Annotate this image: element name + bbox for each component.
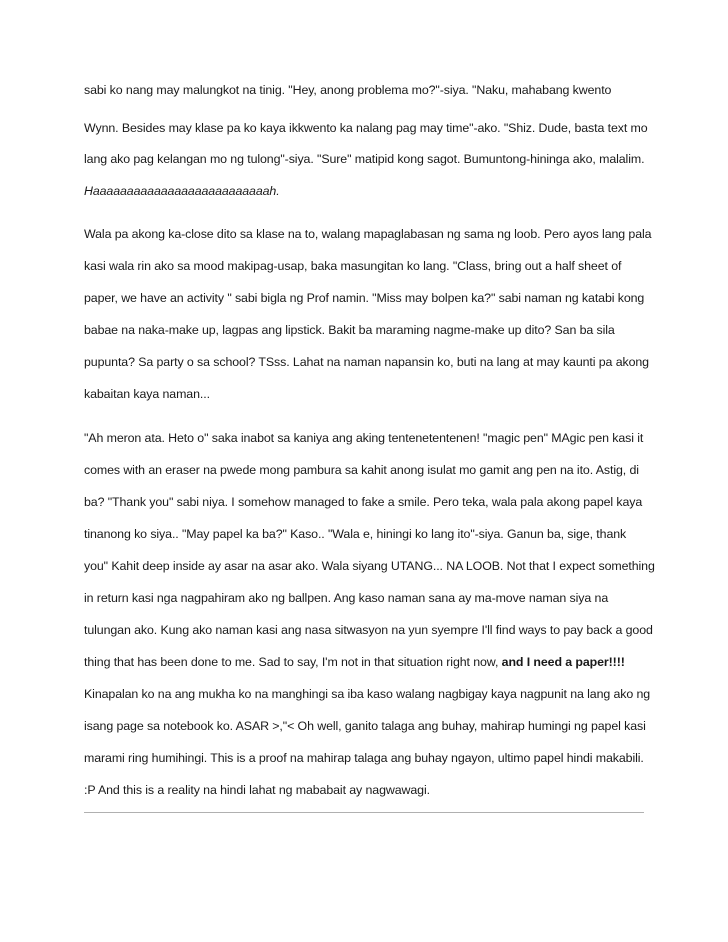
text-segment: thing that has been done to me. Sad to say, I'm not in that situation right now, bbox=[84, 655, 502, 669]
text-line: :P And this is a reality na hindi lahat ng mababait ay nagwawagi. bbox=[84, 783, 430, 797]
text-line: sabi ko nang may malungkot na tinig. "Hey, anong problema mo?"-siya. "Naku, mahabang kwento bbox=[84, 83, 612, 97]
text-line-italic: Haaaaaaaaaaaaaaaaaaaaaaaaaah. bbox=[84, 184, 280, 198]
text-line: Wala pa akong ka-close dito sa klase na to, walang mapaglabasan ng sama ng loob. Pero ayos lang pala bbox=[84, 227, 652, 241]
text-line: pupunta? Sa party o sa school? TSss. Lahat na naman napansin ko, buti na lang at may kaunti pa akong bbox=[84, 355, 649, 369]
text-line-with-bold bbox=[84, 654, 654, 670]
text-line: tulungan ako. Kung ako naman kasi ang nasa sitwasyon na yun syempre I'll find ways to pay back a good bbox=[84, 623, 653, 637]
text-line: "Ah meron ata. Heto o" saka inabot sa kaniya ang aking tentenetentenen! "magic pen" MAgic pen kasi it bbox=[84, 431, 644, 445]
text-line: you" Kahit deep inside ay asar na asar ako. Wala siyang UTANG... NA LOOB. Not that I expect something bbox=[84, 559, 655, 573]
text-line: comes with an eraser na pwede mong pambura sa kahit anong isulat mo gamit ang pen na ito. Astig, di bbox=[84, 463, 639, 477]
text-line: isang page sa notebook ko. ASAR >,"< Oh well, ganito talaga ang buhay, mahirap humingi ng papel kasi bbox=[84, 719, 646, 733]
text-line: Wynn. Besides may klase pa ko kaya ikkwento ka nalang pag may time"-ako. "Shiz. Dude, basta text mo bbox=[84, 121, 648, 135]
footer-rule bbox=[84, 812, 644, 813]
text-line: Kinapalan ko na ang mukha ko na manghingi sa iba kaso walang nagbigay kaya nagpunit na lang ako ng bbox=[84, 687, 651, 701]
text-line: kasi wala rin ako sa mood makipag-usap, baka masungitan ko lang. "Class, bring out a half sheet of bbox=[84, 259, 622, 273]
text-line: lang ako pag kelangan mo ng tulong"-siya. "Sure" matipid kong sagot. Bumuntong-hininga ako, malalim. bbox=[84, 152, 645, 166]
text-line: tinanong ko siya.. "May papel ka ba?" Kaso.. "Wala e, hiningi ko lang ito"-siya. Ganun ba, sige, thank bbox=[84, 527, 627, 541]
text-line: kabaitan kaya naman... bbox=[84, 387, 210, 401]
bold-phrase: and I need a paper!!!! bbox=[501, 655, 625, 669]
text-line: ba? "Thank you" sabi niya. I somehow managed to fake a smile. Pero teka, wala pala akong papel kaya bbox=[84, 495, 643, 509]
text-line: babae na naka-make up, lagpas ang lipstick. Bakit ba maraming nagme-make up dito? San ba sila bbox=[84, 323, 615, 337]
text-line: in return kasi nga nagpahiram ako ng ballpen. Ang kaso naman sana ay ma-move naman siya na bbox=[84, 591, 609, 605]
text-line: marami ring humihingi. This is a proof na mahirap talaga ang buhay ngayon, ultimo papel hindi makabili. bbox=[84, 751, 644, 765]
text-line: paper, we have an activity " sabi bigla ng Prof namin. "Miss may bolpen ka?" sabi naman ng katabi kong bbox=[84, 291, 645, 305]
